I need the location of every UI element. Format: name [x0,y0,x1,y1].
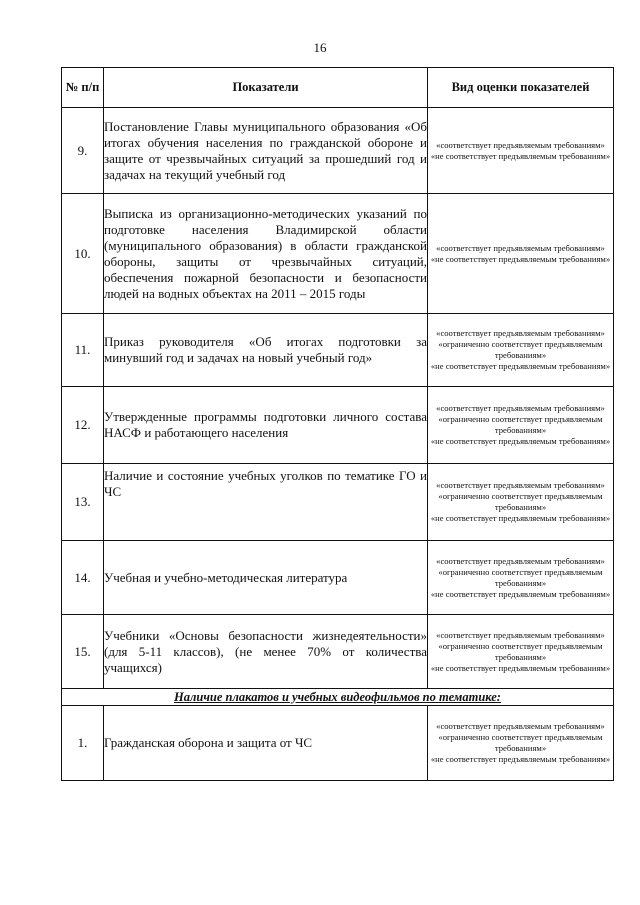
table-row [62,706,614,781]
row-num: 13. [62,464,104,541]
rating-option: «ограниченно соответствует предъявляемым требованиям» [438,414,603,435]
rating-option: «соответствует предъявляемым требованиям» [436,555,605,566]
section-heading: Наличие плакатов и учебных видеофильмов по тематике: [174,689,501,704]
rating-option: «не соответствует предъявляемым требованиям» [430,513,611,523]
rating-option: «не соответствует предъявляемым требованиям» [430,436,611,446]
header-rating: Вид оценки показателей [428,68,614,108]
rating-option: «соответствует предъявляемым требованиям» [436,242,605,253]
table-row [62,464,614,541]
rating-option: «соответствует предъявляемым требованиям» [436,629,605,640]
row-num: 9. [62,108,104,194]
rating-option: «соответствует предъявляемым требованиям» [436,139,605,150]
row-num: 12. [62,387,104,464]
rating-option: «соответствует предъявляемым требованиям» [436,480,605,490]
row-indicator: Выписка из организационно-методических указаний по подготовке населения Владимирской области (муниципального образования) в области гражданской обороны, защиты от чрезвычайных ситуаций, обеспечения пожарной безопасности и безопасности людей на водных объектах на 2011 – 2015 годы [104,194,428,314]
row-rating [428,194,614,314]
table-row [62,541,614,615]
section-row [62,689,614,706]
row-indicator: Приказ руководителя «Об итогах подготовки за минувший год и задачах на новый учебный год» [104,314,428,387]
row-num: 11. [62,314,104,387]
row-indicator: Утвержденные программы подготовки личного состава НАСФ и работающего населения [104,387,428,464]
row-num: 15. [62,615,104,689]
row-rating [428,541,614,615]
row-num: 1. [62,706,104,781]
rating-option: «соответствует предъявляемым требованиям» [436,403,605,413]
rating-option: «ограниченно соответствует предъявляемым требованиям» [438,339,603,360]
header-indicators: Показатели [104,68,428,108]
rating-option: «не соответствует предъявляемым требованиям» [430,150,611,161]
table-row [62,194,614,314]
table-row [62,615,614,689]
rating-option: «не соответствует предъявляемым требованиям» [430,662,611,673]
rating-option: «не соответствует предъявляемым требованиям» [430,754,611,764]
rating-option: «ограниченно соответствует предъявляемым требованиям» [438,640,603,662]
row-indicator: Гражданская оборона и защита от ЧС [104,706,428,781]
table-row [62,314,614,387]
rating-option: «не соответствует предъявляемым требованиям» [430,253,611,264]
row-rating [428,314,614,387]
row-indicator: Учебники «Основы безопасности жизнедеятельности» (для 5-11 классов), (не менее 70% от количества учащихся) [104,615,428,689]
rating-option: «соответствует предъявляемым требованиям» [436,721,605,731]
header-num: № п/п [62,68,104,108]
row-indicator: Учебная и учебно-методическая литература [104,541,428,615]
table-row [62,108,614,194]
rating-option: «ограниченно соответствует предъявляемым требованиям» [438,566,603,588]
row-num: 10. [62,194,104,314]
row-indicator: Постановление Главы муниципального образования «Об итогах обучения населения по гражданской обороне и защите от чрезвычайных ситуаций за прошедший год и задачах на текущий учебный год [104,108,428,194]
row-rating [428,387,614,464]
indicators-table [61,67,614,781]
rating-option: «ограниченно соответствует предъявляемым требованиям» [438,491,603,512]
row-rating [428,615,614,689]
rating-option: «не соответствует предъявляемым требованиям» [430,588,611,599]
table-header-row [62,68,614,108]
row-rating [428,108,614,194]
rating-option: «соответствует предъявляемым требованиям» [436,328,605,338]
row-rating [428,464,614,541]
table-row [62,387,614,464]
row-rating [428,706,614,781]
rating-option: «ограниченно соответствует предъявляемым требованиям» [438,732,603,753]
row-num: 14. [62,541,104,615]
page-number: 16 [313,40,327,55]
rating-option: «не соответствует предъявляемым требованиям» [430,361,611,371]
row-indicator: Наличие и состояние учебных уголков по тематике ГО и ЧС [104,464,428,541]
